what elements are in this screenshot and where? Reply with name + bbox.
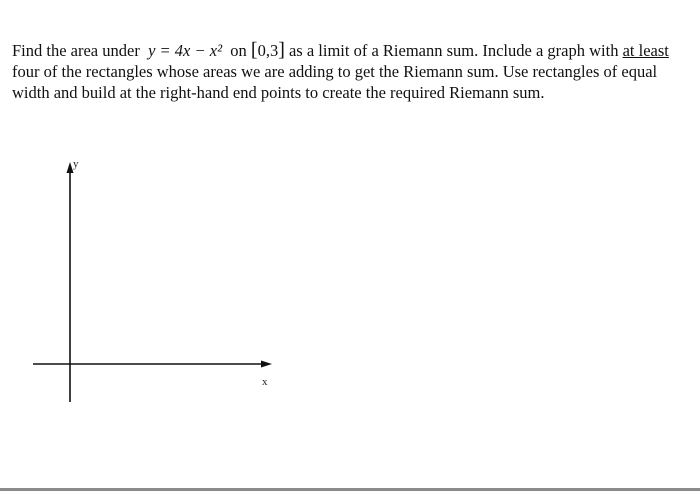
problem-continuation: as a limit of a Riemann sum. Include a graph with bbox=[288, 41, 619, 60]
y-axis-label: y bbox=[73, 158, 79, 170]
bottom-divider bbox=[0, 488, 700, 491]
x-axis-label: x bbox=[262, 376, 268, 388]
interval-close-bracket: ] bbox=[278, 39, 285, 61]
x-axis-arrow-icon bbox=[261, 361, 272, 368]
interval-open-bracket: [ bbox=[250, 39, 258, 61]
problem-rest: four of the rectangles whose areas we are adding to get the Riemann sum. Use rectangles of equal width and build at the right-hand end points to create the required Riemann sum. bbox=[12, 62, 658, 102]
on-word: on bbox=[230, 41, 247, 60]
function-expression: y = 4x − x² bbox=[148, 41, 223, 60]
underlined-phrase: at least bbox=[622, 41, 669, 60]
problem-intro: Find the area under bbox=[12, 41, 140, 60]
interval-values: 0,3 bbox=[257, 41, 279, 60]
